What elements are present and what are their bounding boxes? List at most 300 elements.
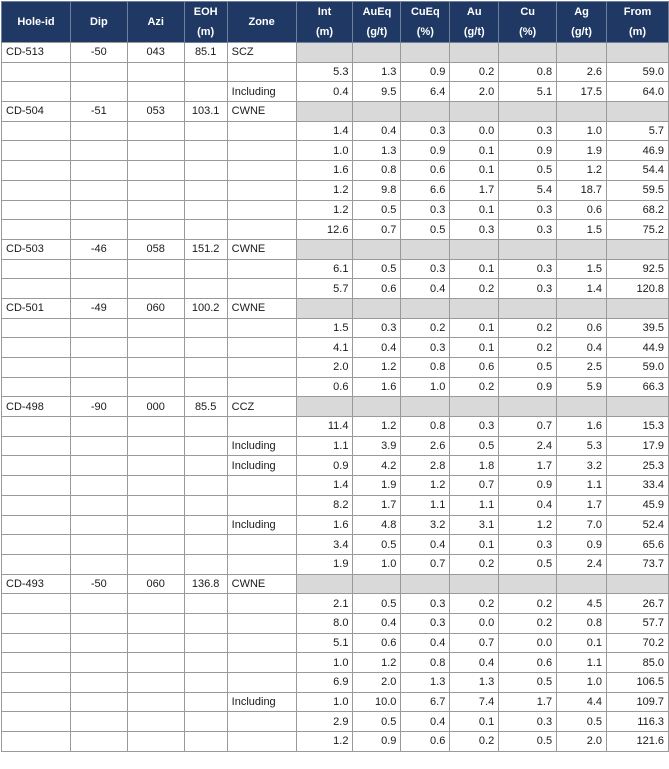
empty-cell [127,220,184,240]
interval-row [2,673,669,693]
au-cell-empty [450,239,499,259]
int-cell: 5.3 [296,62,353,82]
cu-cell: 0.3 [499,535,557,555]
int-cell: 11.4 [296,417,353,437]
empty-cell [70,180,127,200]
aueq-cell-empty [353,102,401,122]
au-cell: 0.2 [450,594,499,614]
empty-cell [70,495,127,515]
empty-cell [127,653,184,673]
cueq-cell-empty [401,298,450,318]
interval-row [2,456,669,476]
cueq-cell: 0.4 [401,535,450,555]
int-cell: 4.1 [296,338,353,358]
empty-cell [70,417,127,437]
empty-cell [127,495,184,515]
au-cell: 0.1 [450,200,499,220]
empty-cell [70,338,127,358]
empty-cell [70,633,127,653]
cu-cell: 0.3 [499,279,557,299]
from-cell: 46.9 [607,141,669,161]
cu-cell: 0.7 [499,417,557,437]
hole-id-cell: CD-498 [2,397,71,417]
eoh-cell: 85.5 [184,397,227,417]
interval-label-cell: Including [227,692,296,712]
interval-label-cell [227,653,296,673]
cu-cell: 5.1 [499,82,557,102]
interval-row [2,161,669,181]
aueq-cell: 0.5 [353,259,401,279]
cueq-cell: 6.4 [401,82,450,102]
ag-cell: 1.9 [557,141,607,161]
empty-cell [127,141,184,161]
empty-cell [2,594,71,614]
empty-cell [2,200,71,220]
cueq-cell: 6.6 [401,180,450,200]
ag-cell: 2.6 [557,62,607,82]
header-aueq: AuEq [353,2,401,23]
eoh-cell: 100.2 [184,298,227,318]
aueq-cell: 9.8 [353,180,401,200]
cu-cell: 0.4 [499,495,557,515]
header-from: From [607,2,669,23]
interval-label-cell [227,712,296,732]
au-cell: 0.1 [450,141,499,161]
au-cell: 0.7 [450,476,499,496]
interval-label-cell [227,377,296,397]
empty-cell [184,180,227,200]
empty-cell [70,377,127,397]
cu-cell: 0.2 [499,594,557,614]
empty-cell [2,82,71,102]
interval-row [2,732,669,752]
int-cell: 1.9 [296,554,353,574]
ag-cell: 1.1 [557,476,607,496]
cueq-cell: 0.8 [401,358,450,378]
empty-cell [2,279,71,299]
cu-cell: 0.5 [499,732,557,752]
from-cell: 17.9 [607,436,669,456]
empty-cell [70,161,127,181]
empty-cell [2,653,71,673]
int-cell: 1.2 [296,200,353,220]
interval-label-cell [227,554,296,574]
empty-cell [184,417,227,437]
ag-cell: 3.2 [557,456,607,476]
empty-cell [2,377,71,397]
empty-cell [184,318,227,338]
cu-cell: 0.3 [499,121,557,141]
aueq-cell: 1.6 [353,377,401,397]
empty-cell [70,594,127,614]
header-dip: Dip [70,2,127,43]
interval-label-cell: Including [227,515,296,535]
int-cell: 1.5 [296,318,353,338]
empty-cell [2,692,71,712]
int-cell-empty [296,298,353,318]
from-cell: 120.8 [607,279,669,299]
cu-cell: 0.9 [499,141,557,161]
from-cell-empty [607,43,669,63]
au-cell: 2.0 [450,82,499,102]
cu-cell: 0.2 [499,613,557,633]
header-ag-unit: (g/t) [557,22,607,43]
header-au-unit: (g/t) [450,22,499,43]
au-cell: 0.0 [450,613,499,633]
empty-cell [2,121,71,141]
int-cell-empty [296,102,353,122]
interval-label-cell [227,476,296,496]
au-cell: 1.7 [450,180,499,200]
aueq-cell: 0.9 [353,732,401,752]
interval-label-cell [227,358,296,378]
empty-cell [127,417,184,437]
interval-row [2,594,669,614]
ag-cell: 0.4 [557,338,607,358]
header-cu: Cu [499,2,557,23]
interval-row [2,377,669,397]
empty-cell [70,692,127,712]
empty-cell [184,712,227,732]
int-cell: 1.0 [296,141,353,161]
empty-cell [2,358,71,378]
empty-cell [127,456,184,476]
interval-label-cell [227,318,296,338]
from-cell: 75.2 [607,220,669,240]
interval-row [2,692,669,712]
empty-cell [184,62,227,82]
empty-cell [184,673,227,693]
interval-row [2,515,669,535]
au-cell-empty [450,574,499,594]
au-cell: 0.2 [450,732,499,752]
cueq-cell: 0.4 [401,712,450,732]
aueq-cell-empty [353,239,401,259]
empty-cell [184,358,227,378]
from-cell: 54.4 [607,161,669,181]
ag-cell: 5.9 [557,377,607,397]
int-cell: 2.1 [296,594,353,614]
cu-cell: 0.3 [499,200,557,220]
cueq-cell: 1.3 [401,673,450,693]
dip-cell: -49 [70,298,127,318]
from-cell: 39.5 [607,318,669,338]
azi-cell: 043 [127,43,184,63]
from-cell: 44.9 [607,338,669,358]
int-cell: 8.0 [296,613,353,633]
cueq-cell: 1.2 [401,476,450,496]
empty-cell [70,535,127,555]
aueq-cell: 0.7 [353,220,401,240]
empty-cell [127,554,184,574]
from-cell: 121.6 [607,732,669,752]
eoh-cell: 136.8 [184,574,227,594]
from-cell: 57.7 [607,613,669,633]
empty-cell [184,82,227,102]
from-cell: 25.3 [607,456,669,476]
cu-cell: 0.5 [499,358,557,378]
au-cell: 0.5 [450,436,499,456]
from-cell-empty [607,239,669,259]
azi-cell: 000 [127,397,184,417]
eoh-cell: 103.1 [184,102,227,122]
ag-cell: 1.7 [557,495,607,515]
from-cell-empty [607,102,669,122]
cueq-cell: 0.8 [401,653,450,673]
from-cell: 33.4 [607,476,669,496]
empty-cell [2,712,71,732]
from-cell: 65.6 [607,535,669,555]
header-eoh: EOH [184,2,227,23]
empty-cell [184,515,227,535]
aueq-cell: 0.5 [353,712,401,732]
header-cueq-unit: (%) [401,22,450,43]
au-cell: 0.1 [450,712,499,732]
int-cell: 1.6 [296,515,353,535]
empty-cell [184,594,227,614]
empty-cell [70,515,127,535]
from-cell: 5.7 [607,121,669,141]
from-cell: 15.3 [607,417,669,437]
interval-label-cell [227,259,296,279]
empty-cell [184,613,227,633]
cueq-cell: 1.0 [401,377,450,397]
cu-cell: 0.8 [499,62,557,82]
empty-cell [184,200,227,220]
hole-row [2,43,669,63]
au-cell: 0.2 [450,62,499,82]
int-cell: 5.1 [296,633,353,653]
hole-id-cell: CD-503 [2,239,71,259]
header-row-labels [2,2,669,23]
empty-cell [70,436,127,456]
empty-cell [70,653,127,673]
empty-cell [70,279,127,299]
cueq-cell-empty [401,102,450,122]
aueq-cell: 4.2 [353,456,401,476]
from-cell-empty [607,397,669,417]
cu-cell: 0.2 [499,318,557,338]
ag-cell: 0.5 [557,712,607,732]
aueq-cell: 0.6 [353,279,401,299]
aueq-cell: 0.6 [353,633,401,653]
dip-cell: -46 [70,239,127,259]
from-cell-empty [607,574,669,594]
cueq-cell: 0.4 [401,279,450,299]
cu-cell: 0.5 [499,161,557,181]
int-cell: 12.6 [296,220,353,240]
from-cell: 70.2 [607,633,669,653]
aueq-cell: 1.0 [353,554,401,574]
aueq-cell-empty [353,298,401,318]
cu-cell: 2.4 [499,436,557,456]
ag-cell-empty [557,574,607,594]
int-cell: 1.1 [296,436,353,456]
interval-label-cell: Including [227,82,296,102]
cueq-cell-empty [401,574,450,594]
aueq-cell: 1.2 [353,358,401,378]
aueq-cell: 1.2 [353,417,401,437]
int-cell: 1.0 [296,653,353,673]
ag-cell: 0.9 [557,535,607,555]
ag-cell: 0.6 [557,200,607,220]
dip-cell: -51 [70,102,127,122]
int-cell: 0.9 [296,456,353,476]
header-zone: Zone [227,2,296,43]
au-cell: 0.2 [450,279,499,299]
empty-cell [70,358,127,378]
header-ag: Ag [557,2,607,23]
empty-cell [70,318,127,338]
interval-row [2,436,669,456]
int-cell: 6.1 [296,259,353,279]
int-cell: 1.2 [296,732,353,752]
cueq-cell: 2.6 [401,436,450,456]
hole-row [2,102,669,122]
cueq-cell: 0.8 [401,417,450,437]
interval-label-cell [227,200,296,220]
header-cu-unit: (%) [499,22,557,43]
interval-row [2,554,669,574]
aueq-cell: 10.0 [353,692,401,712]
int-cell: 1.4 [296,121,353,141]
empty-cell [127,673,184,693]
au-cell: 0.0 [450,121,499,141]
aueq-cell: 1.3 [353,62,401,82]
from-cell-empty [607,298,669,318]
from-cell: 109.7 [607,692,669,712]
cueq-cell: 0.3 [401,613,450,633]
au-cell: 0.1 [450,259,499,279]
ag-cell: 1.1 [557,653,607,673]
au-cell: 0.2 [450,554,499,574]
empty-cell [127,82,184,102]
cu-cell: 0.9 [499,377,557,397]
int-cell: 0.6 [296,377,353,397]
cueq-cell: 0.3 [401,259,450,279]
au-cell: 1.1 [450,495,499,515]
au-cell-empty [450,397,499,417]
from-cell: 59.0 [607,62,669,82]
eoh-cell: 85.1 [184,43,227,63]
empty-cell [2,456,71,476]
cueq-cell: 2.8 [401,456,450,476]
empty-cell [127,180,184,200]
interval-label-cell [227,121,296,141]
empty-cell [127,259,184,279]
ag-cell: 2.5 [557,358,607,378]
cueq-cell: 0.5 [401,220,450,240]
cu-cell: 0.0 [499,633,557,653]
ag-cell: 1.2 [557,161,607,181]
empty-cell [70,141,127,161]
empty-cell [184,377,227,397]
interval-label-cell [227,220,296,240]
cu-cell: 1.2 [499,515,557,535]
dip-cell: -90 [70,397,127,417]
eoh-cell: 151.2 [184,239,227,259]
header-hole-id: Hole-id [2,2,71,43]
ag-cell: 5.3 [557,436,607,456]
int-cell: 0.4 [296,82,353,102]
cueq-cell: 0.9 [401,62,450,82]
aueq-cell-empty [353,574,401,594]
empty-cell [184,279,227,299]
empty-cell [70,62,127,82]
empty-cell [2,633,71,653]
int-cell: 1.0 [296,692,353,712]
interval-row [2,318,669,338]
aueq-cell-empty [353,43,401,63]
empty-cell [2,476,71,496]
from-cell: 92.5 [607,259,669,279]
cu-cell: 0.3 [499,220,557,240]
azi-cell: 058 [127,239,184,259]
empty-cell [2,732,71,752]
ag-cell-empty [557,397,607,417]
interval-row [2,653,669,673]
hole-id-cell: CD-513 [2,43,71,63]
empty-cell [70,259,127,279]
int-cell: 1.2 [296,180,353,200]
empty-cell [70,200,127,220]
ag-cell: 7.0 [557,515,607,535]
cueq-cell: 0.3 [401,338,450,358]
empty-cell [70,613,127,633]
ag-cell: 1.0 [557,121,607,141]
header-au: Au [450,2,499,23]
hole-row [2,397,669,417]
hole-row [2,239,669,259]
empty-cell [2,141,71,161]
empty-cell [70,456,127,476]
zone-cell: CWNE [227,102,296,122]
au-cell: 0.4 [450,653,499,673]
header-aueq-unit: (g/t) [353,22,401,43]
header-cueq: CuEq [401,2,450,23]
empty-cell [127,515,184,535]
empty-cell [2,259,71,279]
dip-cell: -50 [70,574,127,594]
from-cell: 59.5 [607,180,669,200]
empty-cell [2,613,71,633]
cueq-cell: 0.3 [401,200,450,220]
interval-row [2,259,669,279]
cu-cell: 0.6 [499,653,557,673]
cu-cell: 0.9 [499,476,557,496]
empty-cell [2,417,71,437]
int-cell-empty [296,397,353,417]
empty-cell [127,121,184,141]
int-cell-empty [296,574,353,594]
au-cell: 0.6 [450,358,499,378]
ag-cell: 17.5 [557,82,607,102]
int-cell: 1.4 [296,476,353,496]
aueq-cell: 2.0 [353,673,401,693]
aueq-cell: 0.5 [353,200,401,220]
empty-cell [127,476,184,496]
empty-cell [184,535,227,555]
from-cell: 73.7 [607,554,669,574]
empty-cell [127,161,184,181]
empty-cell [2,436,71,456]
empty-cell [70,712,127,732]
interval-row [2,200,669,220]
empty-cell [127,436,184,456]
empty-cell [184,495,227,515]
header-int: Int [296,2,353,23]
ag-cell: 0.6 [557,318,607,338]
